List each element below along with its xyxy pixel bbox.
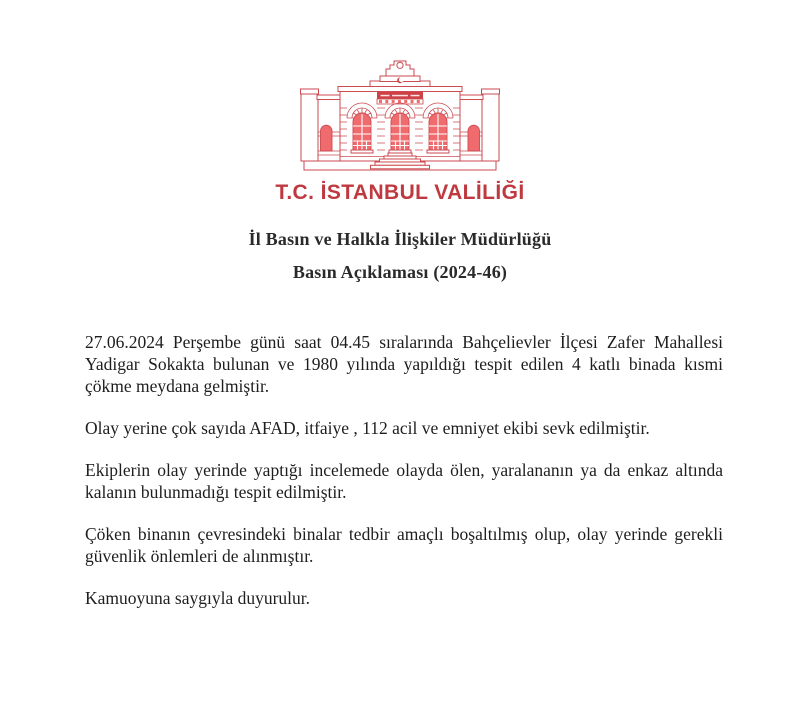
government-building-icon <box>300 58 500 176</box>
paragraph: 27.06.2024 Perşembe günü saat 04.45 sıralarında Bahçelievler İlçesi Zafer Mahallesi Yadigar Sokakta bulunan ve 1980 yılında yapıldığı tespit edilen 4 katlı binada kısmi çökme meydana gelmiştir. <box>85 332 723 396</box>
logo-title: T.C. İSTANBUL VALİLİĞİ <box>275 181 525 204</box>
valilik-logo <box>0 58 800 205</box>
paragraph: Ekiplerin olay yerinde yaptığı incelemede olayda ölen, yaralananın ya da enkaz altında kalanın bulunmadığı tespit edilmiştir. <box>85 460 723 502</box>
release-title: Basın Açıklaması (2024-46) <box>292 262 508 282</box>
press-release-body <box>85 331 723 609</box>
department-title: İl Basın ve Halkla İlişkiler Müdürlüğü <box>248 229 552 249</box>
masthead <box>0 0 800 283</box>
paragraph: Olay yerine çok sayıda AFAD, itfaiye , 112 acil ve emniyet ekibi sevk edilmiştir. <box>85 418 650 438</box>
paragraph: Çöken binanın çevresindeki binalar tedbir amaçlı boşaltılmış olup, olay yerinde gerekli güvenlik önlemleri de alınmıştır. <box>85 524 723 566</box>
paragraph: Kamuoyuna saygıyla duyurulur. <box>85 588 311 608</box>
